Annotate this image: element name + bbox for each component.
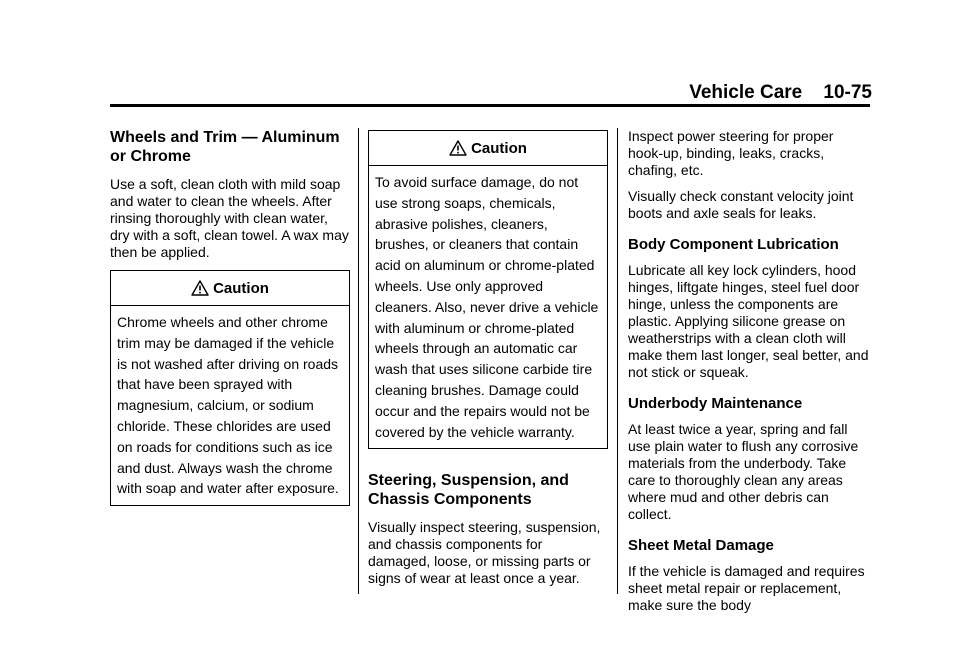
column-middle	[368, 128, 608, 596]
section-heading-lubrication: Body Component Lubrication	[628, 236, 839, 253]
section-heading-steering: Steering, Suspension, and Chassis Components	[368, 472, 569, 509]
warning-triangle-icon	[191, 280, 209, 296]
paragraph-steering: Visually inspect steering, suspension, and chassis components for damaged, loose, or missing parts or signs of wear at least once a year.	[368, 519, 601, 587]
page-header	[640, 82, 872, 104]
page-number: 10-75	[823, 82, 872, 103]
section-heading-underbody: Underbody Maintenance	[628, 395, 803, 412]
column-right	[628, 128, 872, 623]
caution-box-surface	[368, 130, 608, 449]
section-heading-wheels: Wheels and Trim — Aluminum or Chrome	[110, 129, 340, 165]
column-divider	[617, 128, 618, 594]
paragraph-cv-joint: Visually check constant velocity joint boots and axle seals for leaks.	[628, 188, 854, 221]
section-heading-sheet-metal: Sheet Metal Damage	[628, 537, 774, 554]
section-title: Vehicle Care	[689, 82, 803, 103]
caution-box-chrome	[110, 270, 350, 506]
caution-header	[369, 131, 607, 166]
caution-label: Caution	[213, 279, 269, 297]
paragraph-sheet-metal: If the vehicle is damaged and requires sheet metal repair or replacement, make sure the body	[628, 563, 865, 613]
caution-header	[111, 271, 349, 306]
paragraph-underbody: At least twice a year, spring and fall use plain water to flush any corrosive materials from the underbody. Take care to thoroughly clean any areas where mud and other debris can collect.	[628, 421, 859, 522]
caution-text: Chrome wheels and other chrome trim may be damaged if the vehicle is not washed after driving on roads that have been sprayed with magnesium, calcium, or sodium chloride. These chlorides are used on roads for conditions such as ice and dust. Always wash the chrome with soap and water after exposure.	[117, 314, 339, 497]
paragraph-lubrication: Lubricate all key lock cylinders, hood hinges, liftgate hinges, steel fuel door hinge, unless the components are plastic. Applying silicone grease on weatherstrips with a clean cloth will make them last longer, seal better, and not stick or squeak.	[628, 262, 869, 380]
paragraph-power-steering: Inspect power steering for proper hook-up, binding, leaks, cracks, chafing, etc.	[628, 128, 834, 178]
caution-text: To avoid surface damage, do not use strong soaps, chemicals, abrasive polishes, cleaners, brushes, or cleaners that contain acid on aluminum or chrome-plated wheels. Use only approved cleaners. Also, never drive a vehicle with aluminum or chrome-plated wheels through an automatic car wash that uses silicone carbide tire cleaning brushes. Damage could occur and the repairs would not be covered by the vehicle warranty.	[375, 174, 599, 440]
header-rule	[110, 104, 870, 107]
column-left	[110, 128, 350, 506]
warning-triangle-icon	[449, 140, 467, 156]
column-divider	[358, 128, 359, 594]
paragraph-wheels-intro: Use a soft, clean cloth with mild soap and water to clean the wheels. After rinsing thoroughly with clean water, dry with a soft, clean towel. A wax may then be applied.	[110, 176, 349, 260]
caution-label: Caution	[471, 139, 527, 157]
